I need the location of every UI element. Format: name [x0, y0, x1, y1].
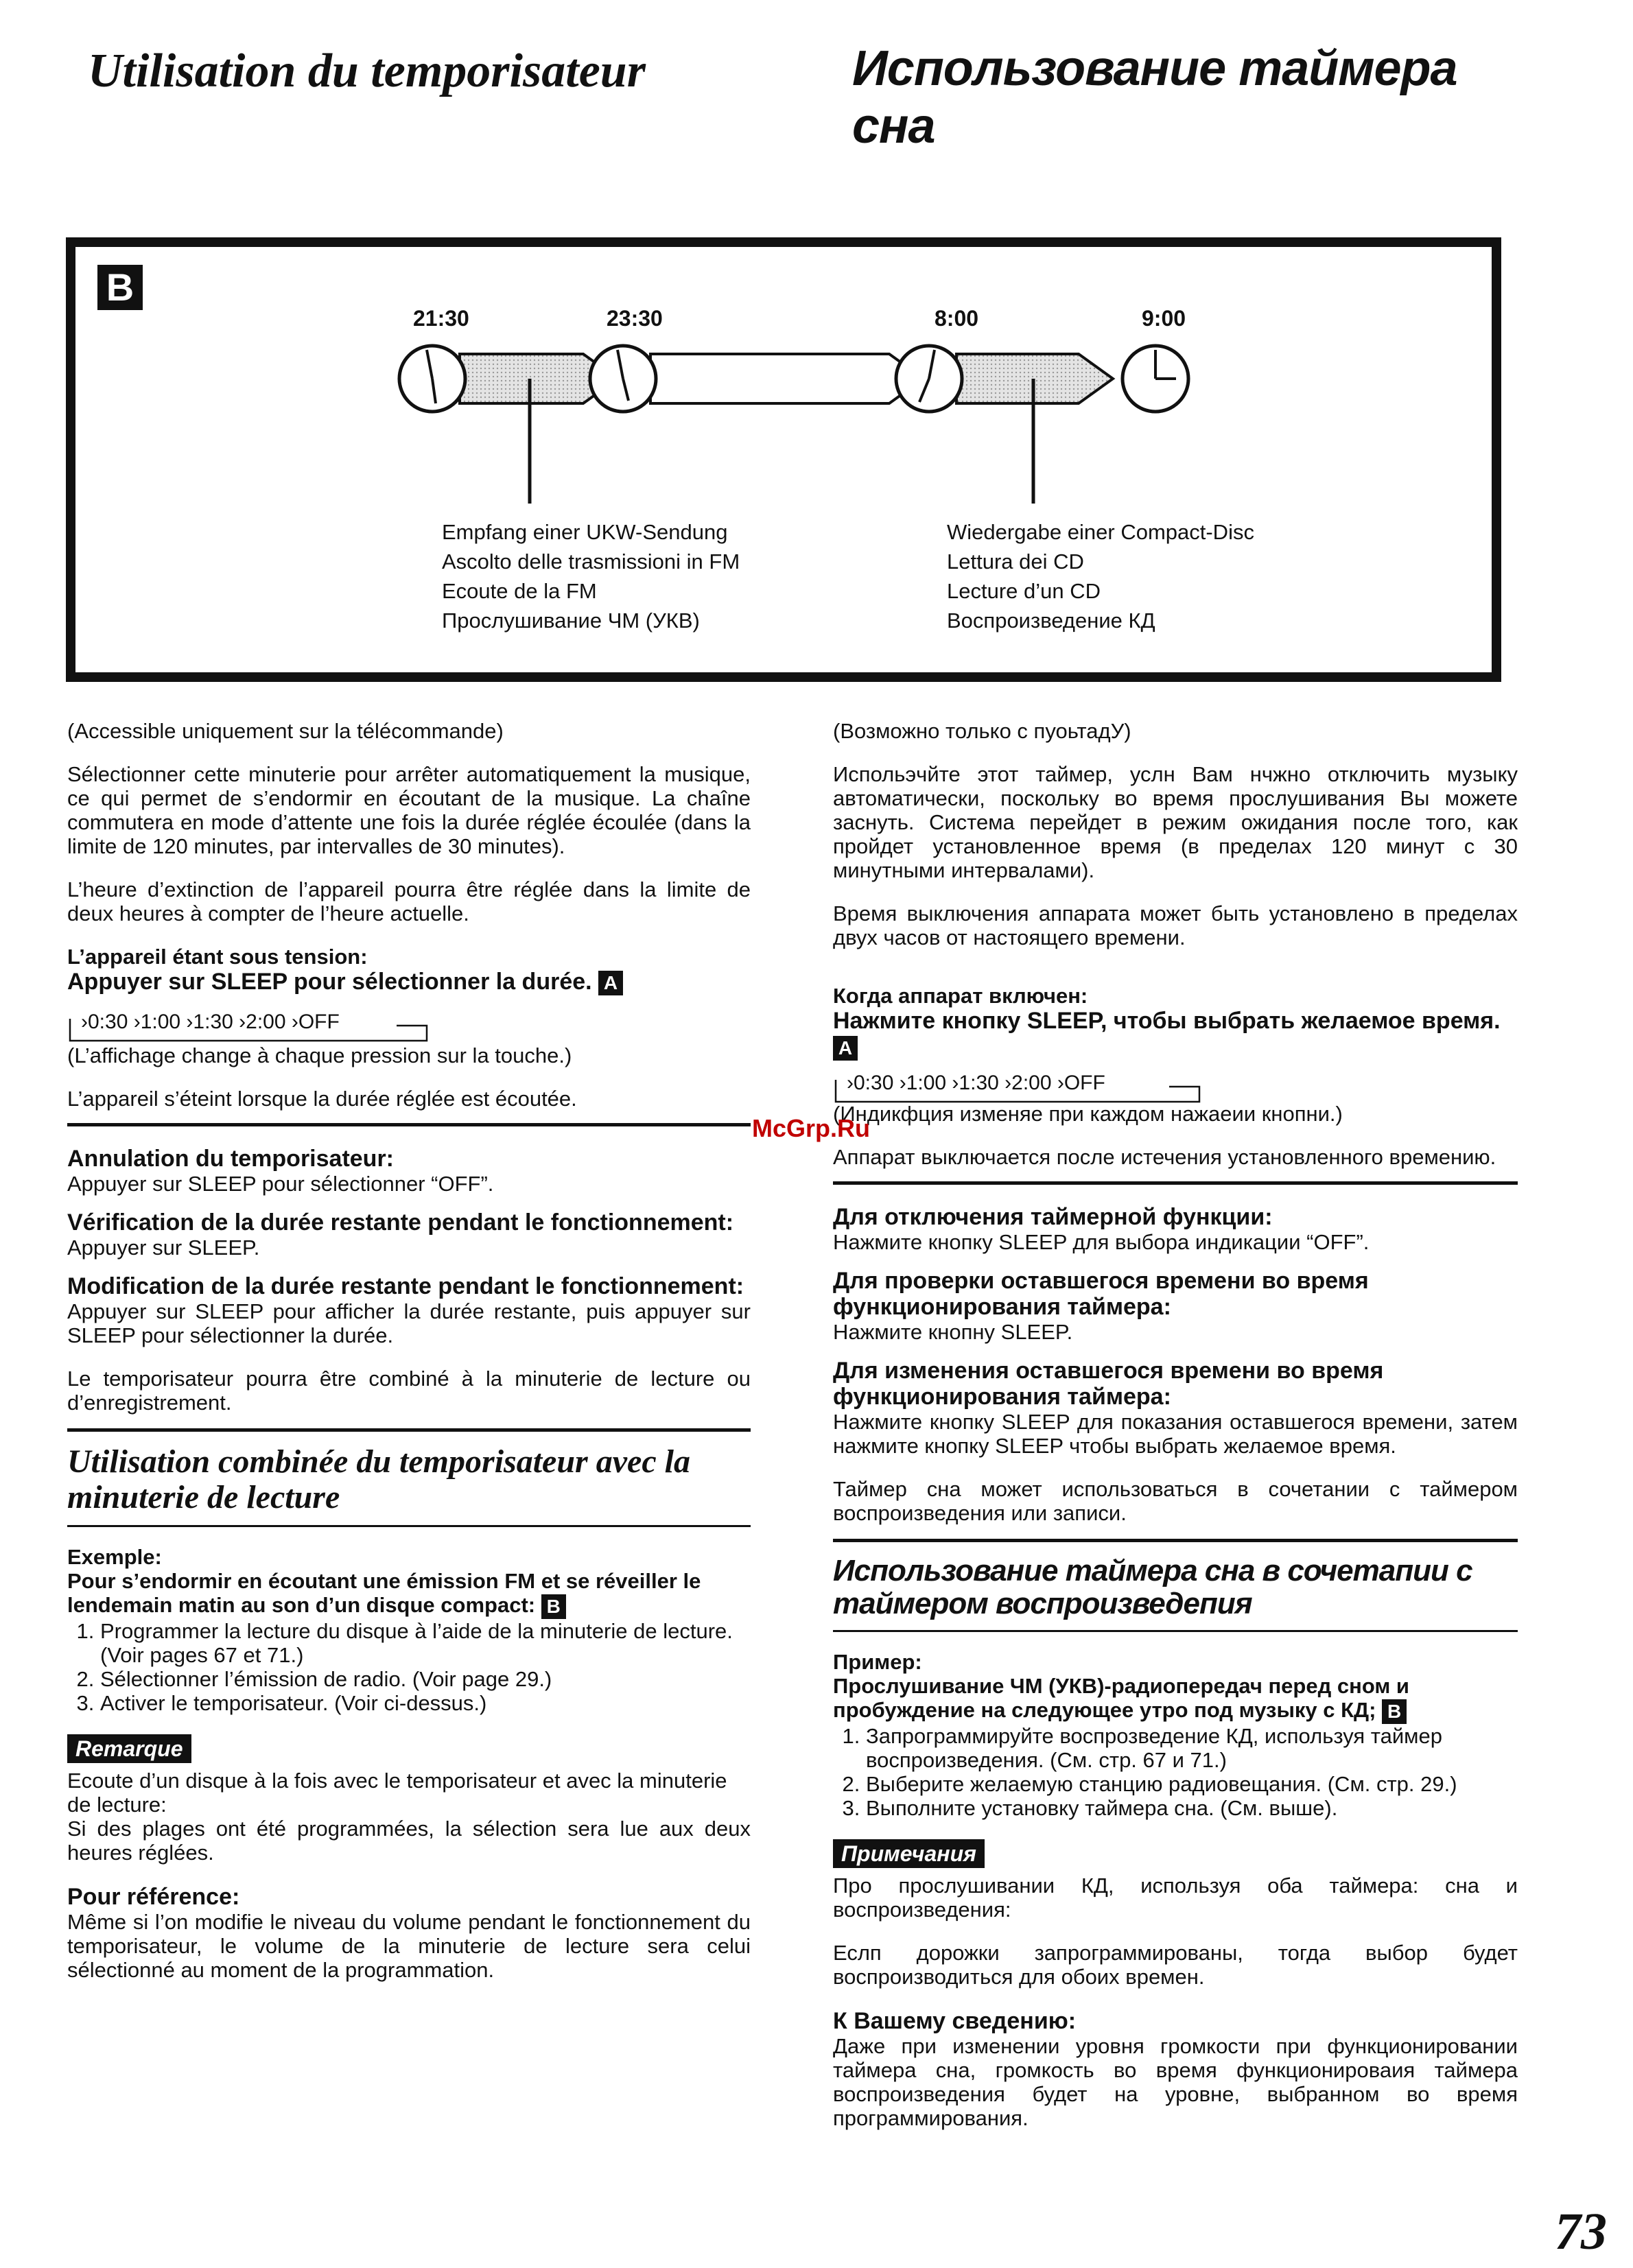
- remark-text-1: Про прослушивании КД, используя оба таймера: сна и воспроизведения:: [833, 1873, 1518, 1922]
- time-label: 23:30: [607, 306, 663, 331]
- figure-b-badge: B: [541, 1594, 566, 1619]
- sleep-sequence: [67, 1011, 445, 1034]
- power-on-label: Когда аппарат включен:: [833, 984, 1088, 1008]
- caption-line: Ecoute de la FM: [442, 579, 597, 603]
- clock-icon: [1123, 346, 1188, 412]
- intro-paragraph-2: Время выключения аппарата может быть установлено в пределах двух часов от настоящего времени.: [833, 901, 1518, 949]
- reference-heading: Pour référence:: [67, 1883, 240, 1910]
- sequence-text: ›0:30 ›1:00 ›1:30 ›2:00 ›OFF: [847, 1072, 1105, 1095]
- remote-only-note: (Возможно только с пуоьтадУ): [833, 719, 1131, 743]
- list-item: 3. Выполните установку таймера сна. (См. выше).: [866, 1796, 1518, 1820]
- cancel-text: Нажмите кнопку SLEEP для выбора индикации “OFF”.: [833, 1230, 1370, 1255]
- remote-only-note: (Accessible uniquement sur la télécommande): [67, 719, 504, 743]
- figure-b-timeline: [66, 237, 1501, 682]
- caption-line: Empfang einer UKW-Sendung: [442, 520, 728, 544]
- remark-badge: Примечания: [833, 1839, 985, 1868]
- display-note: (L’affichage change à chaque pression sur la touche.): [67, 1043, 572, 1068]
- page-title-french: Utilisation du temporisateur: [88, 45, 646, 97]
- steps-list: [67, 1619, 751, 1715]
- figure-b-badge: B: [1382, 1699, 1407, 1724]
- list-item: 1. Programmer la lecture du disque à l’aide de la minuterie de lecture. (Voir pages 67 et 71.): [100, 1619, 751, 1667]
- example-sentence: Pour s’endormir en écoutant une émission FM et se réveiller le lendemain matin au son d’un disque compact:: [67, 1569, 701, 1618]
- page-title-russian: Использование таймера сна: [852, 41, 1457, 154]
- caption-line: Wiedergabe einer Compact-Disc: [947, 520, 1254, 544]
- caption-line: Lecture d’un CD: [947, 579, 1101, 603]
- figure-badge: B: [97, 265, 143, 310]
- french-column: [67, 719, 751, 2001]
- example-text: [833, 1674, 1518, 1724]
- divider: [67, 1428, 751, 1432]
- page-number: 73: [1555, 2203, 1607, 2260]
- sleep-sequence: [833, 1072, 1217, 1095]
- example-sentence: Прослушивание ЧМ (УКВ)-радиопередач перед сном и пробуждение на следующее утро под музыку с КД;: [833, 1674, 1409, 1723]
- list-item: 2. Выберите желаемую станцию радиовещания. (См. стр. 29.): [866, 1772, 1518, 1796]
- caption-line: Прослушивание ЧМ (УКВ): [442, 609, 700, 633]
- cancel-text: Appuyer sur SLEEP pour sélectionner “OFF”.: [67, 1172, 494, 1196]
- timeline-diagram: [75, 247, 1492, 672]
- intro-paragraph-2: L’heure d’extinction de l’appareil pourra être réglée dans la limite de deux heures à compter de l’heure actuelle.: [67, 877, 751, 925]
- reference-text: Même si l’on modifie le niveau du volume pendant le fonctionnement du temporisateur, le volume de la minuterie de lecture sera celui sélectionné au moment de la programmation.: [67, 1909, 751, 1982]
- watermark: McGrp.Ru: [752, 1114, 871, 1142]
- off-note: Аппарат выключается после истечения установленного времению.: [833, 1145, 1496, 1170]
- step-text: Appuyer sur SLEEP pour sélectionner la durée.: [67, 969, 592, 995]
- combined-section-heading: Utilisation combinée du temporisateur avec la minuterie de lecture: [67, 1443, 690, 1516]
- example-text: [67, 1569, 751, 1619]
- reference-heading: К Вашему сведению:: [833, 2007, 1077, 2034]
- figure-a-badge: A: [598, 971, 623, 995]
- remark-text-2: Еслп дорожки запрограммированы, тогда выбор будет воспроизводиться для обоих времен.: [833, 1940, 1518, 1989]
- check-heading: Vérification de la durée restante pendant le fonctionnement:: [67, 1209, 734, 1236]
- russian-column: [833, 719, 1518, 2149]
- combine-note: Таймер сна может использоваться в сочетании с таймером воспроизведения или записи.: [833, 1477, 1518, 1526]
- modify-heading: Modification de la durée restante pendant le fonctionnement:: [67, 1273, 744, 1300]
- time-label: 8:00: [935, 306, 979, 331]
- reference-text: Даже при изменении уровня громкости при функционировании таймера сна, громкость во время функционироваия таймера воспроизведения будет на уровне, выбранном во время программирования.: [833, 2033, 1518, 2130]
- caption-line: Воспроизведение КД: [947, 609, 1155, 633]
- combine-note: Le temporisateur pourra être combiné à la minuterie de lecture ou d’enregistrement.: [67, 1367, 751, 1415]
- check-text: Appuyer sur SLEEP.: [67, 1236, 260, 1260]
- cd-caption: [947, 517, 1254, 635]
- intro-paragraph: Sélectionner cette minuterie pour arrêter automatiquement la musique, ce qui permet de s’endormir en écoutant de la musique. La chaîne commutera en mode d’attente une fois la durée réglée écoulée (dans la limite de 120 minutes, par intervalles de 30 minutes).: [67, 762, 751, 858]
- step-text: Нажмите кнопку SLEEP, чтобы выбрать желаемое время.: [833, 1008, 1501, 1034]
- clock-icon: [590, 346, 656, 412]
- power-on-label: L’appareil étant sous tension:: [67, 945, 368, 969]
- divider: [833, 1539, 1518, 1542]
- standby-arrow: [650, 354, 924, 403]
- fm-caption: [442, 517, 740, 635]
- list-item: 3. Activer le temporisateur. (Voir ci-dessus.): [100, 1691, 751, 1715]
- remark-text-1: Ecoute d’un disque à la fois avec le temporisateur et avec la minuterie de lecture:: [67, 1768, 727, 1817]
- example-label: Exemple:: [67, 1545, 162, 1570]
- divider: [67, 1525, 751, 1527]
- list-item: 2. Sélectionner l’émission de radio. (Voir page 29.): [100, 1667, 751, 1691]
- step-heading: [67, 969, 751, 995]
- divider: [833, 1630, 1518, 1632]
- caption-line: Lettura dei CD: [947, 550, 1084, 574]
- modify-heading: Для изменения оставшегося времени во время функционирования таймера:: [833, 1358, 1384, 1410]
- off-note: L’appareil s’éteint lorsque la durée réglée est écoutée.: [67, 1087, 577, 1111]
- remark-badge: Remarque: [67, 1734, 191, 1763]
- check-text: Нажмите кнопну SLEEP.: [833, 1320, 1073, 1345]
- intro-paragraph: Испольэчйте этот таймер, услн Вам нчжно отключить музыку автоматически, поскольку во время прослушивания Вы можете заснуть. Система перейдет в режим ожидания после того, как пройдет установленное время (в пределах 120 минут с 30 минутными интервалами).: [833, 762, 1518, 882]
- modify-text: Appuyer sur SLEEP pour afficher la durée restante, puis appuyer sur SLEEP pour sélectionner la durée.: [67, 1299, 751, 1348]
- clock-icon: [399, 346, 465, 412]
- cancel-heading: Для отключения таймерной функции:: [833, 1204, 1273, 1231]
- list-item: 1. Запрограммируйте воспрозведение КД, используя таймер воспроизведения. (См. стр. 67 и 71.): [866, 1724, 1518, 1772]
- figure-a-badge: A: [833, 1036, 858, 1061]
- caption-line: Ascolto delle trasmissioni in FM: [442, 550, 740, 574]
- combined-section-heading: Использование таймера сна в сочетапии с таймером воспроизведепия: [833, 1554, 1472, 1621]
- modify-text: Нажмите кнопку SLEEP для показания оставшегося времени, затем нажмите кнопку SLEEP чтобы выбрать желаемое время.: [833, 1410, 1518, 1458]
- sequence-text: ›0:30 ›1:00 ›1:30 ›2:00 ›OFF: [81, 1011, 340, 1034]
- cancel-heading: Annulation du temporisateur:: [67, 1146, 394, 1172]
- example-label: Пример:: [833, 1650, 922, 1675]
- clock-icon: [896, 346, 962, 412]
- step-heading: [833, 1008, 1518, 1061]
- divider: [67, 1123, 751, 1126]
- time-label: 21:30: [413, 306, 469, 331]
- remark-text-2: Si des plages ont été programmées, la sélection sera lue aux deux heures réglées.: [67, 1816, 751, 1865]
- divider: [833, 1181, 1518, 1185]
- loop-arrow-icon: [67, 1016, 438, 1043]
- check-heading: Для проверки оставшегося времени во время функционирования таймера:: [833, 1268, 1369, 1321]
- display-note: (Индикфция изменяе при каждом нажаеии кнопни.): [833, 1102, 1343, 1126]
- steps-list: [833, 1724, 1518, 1820]
- time-label: 9:00: [1142, 306, 1186, 331]
- loop-arrow-icon: [833, 1077, 1210, 1105]
